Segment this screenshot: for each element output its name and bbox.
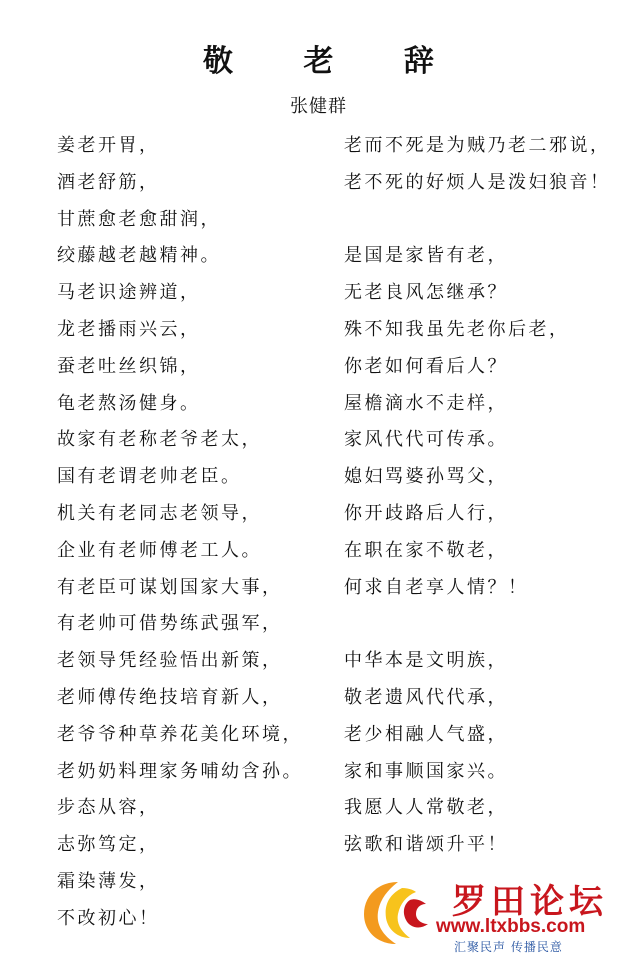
poem-line: 何求自老享人情？！ (344, 576, 529, 598)
right-column (344, 133, 611, 869)
poem-line: 甘蔗愈老愈甜润， (57, 208, 221, 230)
poem-line: 龟老熬汤健身。 (57, 392, 201, 414)
forum-name: 罗田论坛 (452, 882, 608, 922)
poem-line: 老领导凭经验悟出新策， (57, 650, 283, 672)
poem-line: 中华本是文明族， (344, 650, 508, 672)
poem-line: 步态从容， (57, 797, 160, 819)
poem-line: 马老识途辨道， (57, 282, 201, 304)
poem-line: 老而不死是为贼乃老二邪说， (344, 135, 611, 156)
poem-line: 老师傅传绝技培育新人， (57, 686, 283, 708)
poem-line: 殊不知我虽先老你后老， (344, 318, 570, 340)
forum-watermark-logo (358, 872, 628, 952)
forum-slogan: 汇聚民声 传播民意 (454, 940, 563, 954)
poem-line: 蚕老吐丝织锦， (57, 355, 201, 377)
poem-line (344, 611, 611, 648)
author-name: 张健群 (290, 96, 347, 117)
poem-line (344, 207, 611, 244)
forum-url: www.ltxbbs.com (436, 916, 586, 937)
poem-line: 故家有老称老爷老太， (57, 429, 262, 451)
poem-line: 老奶奶料理家务哺幼含孙。 (57, 760, 303, 782)
poem-line: 家和事顺国家兴。 (344, 760, 508, 782)
poem-line: 绞藤越老越精神。 (57, 245, 221, 267)
poem-line: 龙老播雨兴云， (57, 318, 201, 340)
poem-line: 是国是家皆有老， (344, 245, 508, 267)
poem-line: 老爷爷种草养花美化环境， (57, 723, 303, 745)
poem-line: 无老良风怎继承？ (344, 282, 508, 304)
poem-line: 志弥笃定， (57, 834, 160, 856)
poem-title: 敬 老 辞 (203, 44, 464, 79)
poem-line: 企业有老师傅老工人。 (57, 539, 262, 561)
left-column (57, 133, 303, 943)
poem-line: 霜染薄发， (57, 870, 160, 892)
poem-line: 姜老开胃， (57, 135, 160, 156)
poem-line: 国有老谓老帅老臣。 (57, 466, 242, 488)
poem-line: 有老臣可谋划国家大事， (57, 576, 283, 598)
poem-line: 你开歧路后人行， (344, 502, 508, 524)
poem-line: 酒老舒筋， (57, 171, 160, 193)
poem-line: 屋檐滴水不走样， (344, 392, 508, 414)
poem-line: 敬老遗风代代承， (344, 686, 508, 708)
poem-line: 机关有老同志老领导， (57, 502, 262, 524)
poem-line: 你老如何看后人？ (344, 355, 508, 377)
poem-line: 有老帅可借势练武强军， (57, 613, 283, 635)
poem-line: 老不死的好烦人是泼妇狼音！ (344, 171, 611, 193)
poem-line: 我愿人人常敬老， (344, 797, 508, 819)
poem-line: 媳妇骂婆孙骂父， (344, 466, 508, 488)
poem-line: 老少相融人气盛， (344, 723, 508, 745)
poem-line: 在职在家不敬老， (344, 539, 508, 561)
poem-line: 弦歌和谐颂升平！ (344, 834, 508, 856)
phoenix-logo-icon (358, 874, 438, 950)
poem-line: 家风代代可传承。 (344, 429, 508, 451)
poem-line: 不改初心！ (57, 907, 160, 929)
